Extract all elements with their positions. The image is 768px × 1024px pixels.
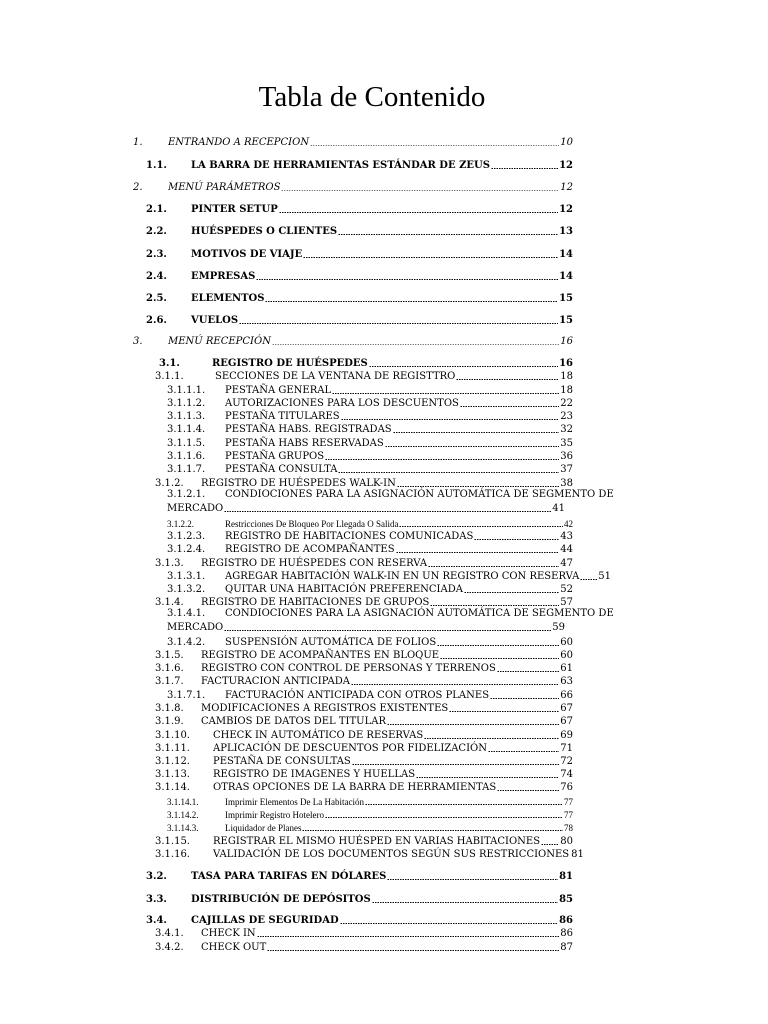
toc-entry[interactable] — [167, 396, 573, 410]
toc-entry[interactable] — [155, 940, 573, 954]
toc-entry[interactable] — [167, 635, 573, 649]
toc-entry[interactable] — [167, 516, 573, 530]
toc-page-number: 67 — [560, 716, 573, 727]
toc-entry[interactable] — [167, 383, 573, 397]
toc-text: CONDIOCIONES PARA LA ASIGNACIÓN AUTOMÁTICA DE SEGMENTO DE — [225, 608, 614, 619]
toc-entry[interactable] — [133, 334, 573, 348]
toc-text: PINTER SETUP — [191, 204, 278, 215]
toc-page-number: 57 — [560, 597, 573, 608]
toc-leader-dots — [396, 546, 560, 554]
toc-page-number: 77 — [564, 810, 573, 820]
toc-entry[interactable] — [167, 807, 573, 821]
toc-entry[interactable] — [155, 674, 573, 688]
toc-text: OTRAS OPCIONES DE LA BARRA DE HERRAMIENTAS — [213, 782, 497, 793]
toc-leader-dots — [488, 745, 559, 753]
toc-page-number: 77 — [564, 797, 573, 807]
toc-leader-dots — [460, 400, 559, 408]
toc-leader-dots — [239, 317, 558, 325]
toc-number: 3.1.2.4. — [167, 544, 206, 555]
toc-leader-dots — [416, 771, 559, 779]
toc-page-number: 86 — [560, 928, 573, 939]
toc-leader-dots — [399, 520, 563, 528]
toc-leader-dots — [256, 273, 558, 281]
toc-number: 3.1.3. — [155, 558, 184, 569]
toc-entry[interactable] — [155, 648, 573, 662]
toc-number: 3.1.2. — [155, 478, 184, 489]
toc-text: MODIFICACIONES A REGISTROS EXISTENTES — [201, 703, 449, 714]
toc-text: MENÚ PARÁMETROS — [168, 182, 281, 193]
toc-entry[interactable] — [146, 158, 573, 172]
toc-text: CAJILLAS DE SEGURIDAD — [191, 915, 339, 926]
toc-page-number: 71 — [560, 743, 573, 754]
toc-entry[interactable] — [133, 135, 573, 149]
toc-entry[interactable] — [159, 356, 573, 370]
toc-leader-dots — [440, 652, 559, 660]
toc-entry[interactable] — [155, 780, 573, 794]
toc-entry[interactable] — [167, 569, 611, 583]
toc-text: AGREGAR HABITACIÓN WALK-IN EN UN REGISTRO CON RESERVA — [225, 571, 580, 582]
toc-leader-dots — [338, 466, 559, 474]
toc-text: PESTAÑA HABS. REGISTRADAS — [225, 424, 392, 435]
toc-text: Restricciones De Bloqueo Por Llegada O Salida — [225, 519, 399, 529]
toc-entry[interactable] — [167, 820, 573, 834]
toc-page-number: 23 — [560, 411, 573, 422]
toc-page-number: 12 — [559, 204, 573, 215]
toc-text: SUSPENSIÓN AUTOMÁTICA DE FOLIOS — [225, 637, 437, 648]
toc-page-number: 22 — [560, 398, 573, 409]
toc-page-number: 85 — [559, 894, 573, 905]
toc-number: 3.1.1.4. — [167, 424, 206, 435]
toc-text: ELEMENTOS — [191, 293, 265, 304]
toc-entry[interactable] — [146, 202, 573, 216]
toc-page-number: 52 — [560, 584, 573, 595]
toc-entry[interactable] — [155, 369, 573, 383]
toc-text: REGISTRO DE IMAGENES Y HUELLAS — [213, 769, 416, 780]
toc-text: ENTRANDO A RECEPCION — [168, 137, 310, 148]
toc-leader-dots — [325, 811, 563, 819]
toc-text: DISTRIBUCIÓN DE DEPÓSITOS — [191, 894, 371, 905]
toc-number: 2.4. — [146, 271, 167, 282]
toc-text-continued: MERCADO — [167, 622, 224, 633]
toc-entry[interactable] — [133, 180, 573, 194]
toc-entry[interactable] — [167, 409, 573, 423]
toc-leader-dots — [387, 718, 559, 726]
toc-leader-dots — [338, 228, 558, 236]
toc-page-number: 81 — [571, 849, 584, 860]
toc-entry[interactable] — [155, 661, 573, 675]
toc-number: 3.1.13. — [155, 769, 190, 780]
toc-leader-dots — [365, 798, 563, 806]
toc-leader-dots — [456, 373, 559, 381]
toc-entry[interactable] — [146, 269, 573, 283]
toc-leader-dots — [491, 162, 558, 170]
toc-page-number: 51 — [598, 571, 611, 582]
toc-text: PESTAÑA DE CONSULTAS — [213, 756, 351, 767]
toc-number: 3.1.3.2. — [167, 584, 206, 595]
toc-entry[interactable] — [155, 767, 573, 781]
toc-page-number: 16 — [560, 336, 573, 347]
toc-page-number: 12 — [559, 160, 573, 171]
toc-text: CONDIOCIONES PARA LA ASIGNACIÓN AUTOMÁTICA DE SEGMENTO DE — [225, 489, 614, 500]
toc-text: REGISTRO DE HUÉSPEDES CON RESERVA — [201, 558, 428, 569]
toc-text: Liquidador de Planes — [225, 823, 302, 833]
toc-page-number: 67 — [560, 703, 573, 714]
toc-leader-dots — [437, 639, 559, 647]
toc-page-number: 41 — [552, 503, 565, 514]
toc-leader-dots — [224, 505, 551, 513]
toc-entry[interactable] — [155, 834, 573, 848]
toc-number: 3.1.14.2. — [167, 810, 199, 820]
toc-number: 3.1.1.1. — [167, 385, 206, 396]
toc-leader-dots — [464, 586, 559, 594]
toc-number: 3.1.15. — [155, 836, 190, 847]
toc-number: 3.1.3.1. — [167, 571, 206, 582]
toc-entry[interactable] — [146, 869, 573, 883]
toc-number: 3.4.2. — [155, 942, 184, 953]
toc-text: CHECK IN — [201, 928, 256, 939]
toc-page-number: 15 — [559, 293, 573, 304]
toc-number: 3.1.1.6. — [167, 451, 206, 462]
toc-entry[interactable] — [167, 422, 573, 436]
toc-entry[interactable] — [155, 728, 573, 742]
toc-entry[interactable] — [155, 476, 573, 490]
toc-text: CHECK IN AUTOMÁTICO DE RESERVAS — [213, 730, 424, 741]
toc-number: 3. — [133, 336, 143, 347]
toc-leader-dots — [497, 665, 559, 673]
toc-entry[interactable] — [146, 913, 573, 927]
toc-number: 2.6. — [146, 315, 167, 326]
toc-number: 3.1.9. — [155, 716, 184, 727]
toc-text: EMPRESAS — [191, 271, 256, 282]
toc-entry[interactable] — [167, 582, 573, 596]
toc-leader-dots — [580, 573, 597, 581]
toc-leader-dots — [387, 873, 558, 881]
toc-text: REGISTRO CON CONTROL DE PERSONAS Y TERRENOS — [201, 663, 496, 674]
toc-number: 3.1.14.1. — [167, 797, 199, 807]
toc-leader-dots — [302, 824, 563, 832]
toc-page-number: 61 — [560, 663, 573, 674]
toc-page-number: 35 — [560, 438, 573, 449]
toc-number: 3.1.1.7. — [167, 464, 206, 475]
toc-entry[interactable] — [167, 462, 573, 476]
toc-leader-dots — [474, 533, 559, 541]
toc-page-number: 72 — [560, 756, 573, 767]
toc-leader-dots — [385, 440, 560, 448]
toc-leader-dots — [265, 295, 558, 303]
toc-entry[interactable] — [167, 449, 573, 463]
toc-entry[interactable] — [167, 542, 573, 556]
toc-page-number: 14 — [559, 249, 573, 260]
toc-leader-dots — [430, 599, 559, 607]
toc-text: REGISTRO DE HABITACIONES DE GRUPOS — [201, 597, 430, 608]
toc-text: REGISTRO DE HUÉSPEDES — [212, 358, 368, 369]
toc-leader-dots — [372, 896, 558, 904]
toc-leader-dots — [351, 678, 559, 686]
toc-entry[interactable] — [155, 741, 573, 755]
page-title: Tabla de Contenido — [258, 81, 486, 113]
toc-text: CHECK OUT — [201, 942, 267, 953]
toc-entry-line2[interactable] — [167, 620, 565, 634]
toc-number: 2. — [133, 182, 143, 193]
toc-page-number: 59 — [552, 622, 565, 633]
toc-leader-dots — [428, 560, 559, 568]
toc-number: 3.1.14. — [155, 782, 190, 793]
toc-entry-line1[interactable] — [167, 608, 614, 620]
toc-text: CAMBIOS DE DATOS DEL TITULAR — [201, 716, 386, 727]
toc-page-number: 87 — [560, 942, 573, 953]
toc-text: Imprimir Registro Hotelero — [225, 810, 324, 820]
toc-page-number: 42 — [564, 519, 573, 529]
toc-number: 3.1.4.1. — [167, 608, 206, 619]
toc-page-number: 13 — [559, 226, 573, 237]
toc-text: APLICACIÓN DE DESCUENTOS POR FIDELIZACIÓN — [213, 743, 487, 754]
toc-page-number: 37 — [560, 464, 573, 475]
toc-page-number: 86 — [559, 915, 573, 926]
toc-number: 3.3. — [146, 894, 167, 905]
toc-page-number: 15 — [559, 315, 573, 326]
toc-number: 3.1.4. — [155, 597, 184, 608]
toc-entry[interactable] — [146, 247, 573, 261]
toc-number: 2.3. — [146, 249, 167, 260]
toc-text: PESTAÑA TITULARES — [225, 411, 340, 422]
toc-entry[interactable] — [167, 436, 573, 450]
toc-number: 3.1.8. — [155, 703, 184, 714]
toc-page-number: 78 — [564, 823, 573, 833]
toc-entry[interactable] — [155, 847, 584, 861]
toc-number: 3.4.1. — [155, 928, 184, 939]
toc-leader-dots — [257, 930, 560, 938]
toc-entry[interactable] — [146, 224, 573, 238]
toc-leader-dots — [497, 784, 559, 792]
toc-number: 3.1.1.5. — [167, 438, 206, 449]
toc-page-number: 14 — [559, 271, 573, 282]
toc-leader-dots — [281, 184, 559, 192]
toc-number: 3.1.1.3. — [167, 411, 206, 422]
toc-number: 1. — [133, 137, 143, 148]
toc-leader-dots — [393, 426, 560, 434]
toc-page-number: 36 — [560, 451, 573, 462]
toc-page-number: 74 — [560, 769, 573, 780]
toc-leader-dots — [310, 139, 559, 147]
toc-page-number: 32 — [560, 424, 573, 435]
toc-page-number: 80 — [560, 836, 573, 847]
toc-number: 2.1. — [146, 204, 167, 215]
toc-entry[interactable] — [167, 794, 573, 808]
toc-text: MENÚ RECEPCIÓN — [168, 336, 271, 347]
toc-leader-dots — [424, 732, 559, 740]
toc-leader-dots — [272, 338, 559, 346]
toc-leader-dots — [341, 413, 560, 421]
toc-text: PESTAÑA HABS RESERVADAS — [225, 438, 384, 449]
toc-number: 1.1. — [146, 160, 167, 171]
toc-text: PESTAÑA GRUPOS — [225, 451, 325, 462]
toc-text: SECCIONES DE LA VENTANA DE REGISTTRO — [215, 371, 456, 382]
toc-leader-dots — [279, 206, 558, 214]
toc-number: 3.4. — [146, 915, 167, 926]
toc-number: 3.1.2.1. — [167, 489, 206, 500]
toc-number: 3.1.1. — [155, 371, 184, 382]
toc-number: 3.1.4.2. — [167, 637, 206, 648]
toc-entry[interactable] — [146, 291, 573, 305]
toc-number: 3.1.7.1. — [167, 690, 206, 701]
toc-text: REGISTRO DE HABITACIONES COMUNICADAS — [225, 531, 474, 542]
toc-number: 3.2. — [146, 871, 167, 882]
toc-text: FACTURACIÓN ANTICIPADA CON OTROS PLANES — [225, 690, 490, 701]
toc-leader-dots — [267, 944, 559, 952]
toc-leader-dots — [369, 360, 558, 368]
toc-text-continued: MERCADO — [167, 503, 224, 514]
toc-page-number: 44 — [560, 544, 573, 555]
toc-number: 3.1.2.3. — [167, 531, 206, 542]
toc-number: 3.1.2.2. — [167, 519, 194, 529]
toc-page-number: 66 — [560, 690, 573, 701]
toc-page-number: 60 — [560, 637, 573, 648]
toc-number: 3.1.5. — [155, 650, 184, 661]
toc-text: PESTAÑA GENERAL — [225, 385, 332, 396]
toc-leader-dots — [490, 692, 559, 700]
toc-entry[interactable] — [155, 926, 573, 940]
toc-text: HUÉSPEDES O CLIENTES — [191, 226, 338, 237]
toc-entry[interactable] — [155, 556, 573, 570]
toc-text: REGISTRO DE HUÉSPEDES WALK-IN — [201, 478, 396, 489]
toc-number: 3.1.7. — [155, 676, 184, 687]
toc-page-number: 47 — [560, 558, 573, 569]
toc-number: 3.1.1.2. — [167, 398, 206, 409]
toc-text: PESTAÑA CONSULTA — [225, 464, 338, 475]
toc-page-number: 18 — [560, 371, 573, 382]
toc-page-number: 81 — [559, 871, 573, 882]
toc-page-number: 60 — [560, 650, 573, 661]
toc-text: Imprimir Elementos De La Habitación — [225, 797, 364, 807]
toc-text: TASA PARA TARIFAS EN DÓLARES — [191, 871, 387, 882]
toc-leader-dots — [224, 624, 551, 632]
toc-text: REGISTRO DE ACOMPAÑANTES EN BLOQUE — [201, 650, 440, 661]
toc-text: LA BARRA DE HERRAMIENTAS ESTÁNDAR DE ZEUS — [191, 160, 490, 171]
toc-text: FACTURACION ANTICIPADA — [201, 676, 350, 687]
toc-page-number: 18 — [560, 385, 573, 396]
toc-number: 3.1.6. — [155, 663, 184, 674]
toc-text: AUTORIZACIONES PARA LOS DESCUENTOS — [225, 398, 459, 409]
toc-text: MOTIVOS DE VIAJE — [191, 249, 303, 260]
toc-leader-dots — [340, 917, 558, 925]
toc-page-number: 76 — [560, 782, 573, 793]
toc-leader-dots — [303, 251, 558, 259]
toc-entry-line2[interactable] — [167, 501, 565, 515]
toc-number: 3.1.14.3. — [167, 823, 199, 833]
toc-entry[interactable] — [155, 714, 573, 728]
toc-number: 3.1.12. — [155, 756, 190, 767]
toc-leader-dots — [325, 453, 559, 461]
toc-entry[interactable] — [167, 688, 573, 702]
toc-page-number: 43 — [560, 531, 573, 542]
toc-number: 3.1.11. — [155, 743, 190, 754]
toc-page-number: 69 — [560, 730, 573, 741]
toc-leader-dots — [397, 480, 559, 488]
toc-entry[interactable] — [155, 701, 573, 715]
toc-page-number: 12 — [560, 182, 573, 193]
toc-page-number: 16 — [559, 358, 573, 369]
toc-text: REGISTRO DE ACOMPAÑANTES — [225, 544, 395, 555]
toc-entry-line1[interactable] — [167, 489, 614, 501]
toc-entry[interactable] — [146, 892, 573, 906]
toc-entry[interactable] — [155, 754, 573, 768]
toc-entry[interactable] — [146, 313, 573, 327]
toc-page-number: 38 — [560, 478, 573, 489]
toc-leader-dots — [449, 705, 559, 713]
toc-page-number: 10 — [560, 137, 573, 148]
toc-entry[interactable] — [155, 595, 573, 609]
toc-number: 2.2. — [146, 226, 167, 237]
toc-entry[interactable] — [167, 529, 573, 543]
toc-leader-dots — [352, 758, 559, 766]
toc-text: REGISTRAR EL MISMO HUÉSPED EN VARIAS HABITACIONES — [213, 836, 541, 847]
toc-number: 3.1.16. — [155, 849, 190, 860]
toc-number: 3.1. — [159, 358, 180, 369]
toc-number: 3.1.10. — [155, 730, 190, 741]
toc-page-number: 63 — [560, 676, 573, 687]
toc-number: 2.5. — [146, 293, 167, 304]
toc-text: VUELOS — [191, 315, 239, 326]
toc-leader-dots — [332, 387, 559, 395]
toc-text: VALIDACIÓN DE LOS DOCUMENTOS SEGÚN SUS RESTRICCIONES — [213, 849, 570, 860]
toc-leader-dots — [541, 838, 559, 846]
toc-text: QUITAR UNA HABITACIÓN PREFERENCIADA — [225, 584, 463, 595]
